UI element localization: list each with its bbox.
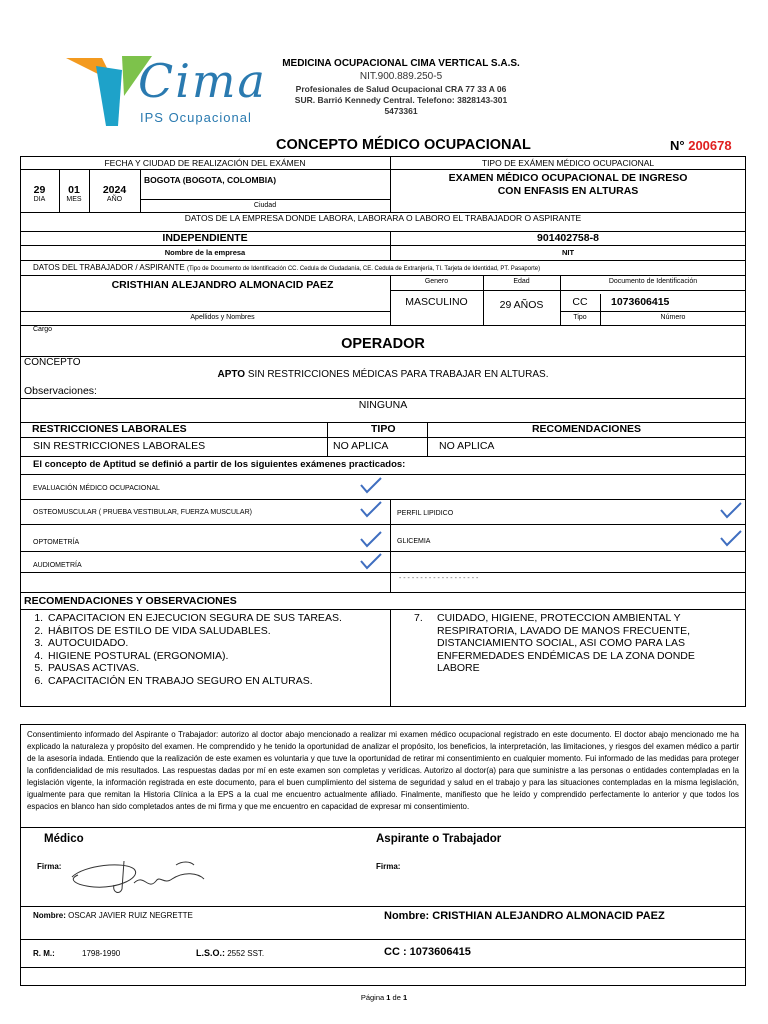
page-current: 1 <box>386 993 391 1002</box>
recommendation-item-7-number: 7. <box>414 612 423 624</box>
recommendation-item: 3. AUTOCUIDADO. <box>46 637 436 650</box>
restrictions-value: SIN RESTRICCIONES LABORALES <box>33 440 206 452</box>
page-label: Página <box>360 993 385 1002</box>
checkmark-icon <box>360 500 382 518</box>
exam-day: 29 <box>33 184 46 196</box>
doc-label: Documento de Identificación <box>608 278 698 285</box>
observations-label: Observaciones: <box>24 385 97 397</box>
recommendation-item: 1. CAPACITACION EN EJECUCION SEGURA DE SUS TAREAS. <box>46 612 436 625</box>
company-line1: Profesionales de Salud Ocupacional CRA 77 33 A 06 <box>295 84 507 94</box>
city-label: Ciudad <box>253 202 277 209</box>
worker-header: DATOS DEL TRABAJADOR / ASPIRANTE <box>33 263 185 272</box>
exam-item: EVALUACIÓN MÉDICO OCUPACIONAL <box>33 485 160 492</box>
company-name: MEDICINA OCUPACIONAL CIMA VERTICAL S.A.S. <box>282 58 520 69</box>
medico-name-label: Nombre: <box>33 911 66 920</box>
worker-doc-number: 1073606415 <box>611 296 670 308</box>
exam-type-line1: EXAMEN MÉDICO OCUPACIONAL DE INGRESO <box>448 172 688 184</box>
tipo-header: TIPO <box>371 423 396 435</box>
exam-year-label: AÑO <box>106 196 123 203</box>
medico-label: Médico <box>44 833 84 845</box>
logo <box>62 52 272 130</box>
concept-description: SIN RESTRICCIONES MÉDICAS PARA TRABAJAR EN ALTURAS. <box>245 369 549 380</box>
exam-item: PERFIL LIPIDICO <box>397 510 454 517</box>
number-label: N° <box>670 138 685 153</box>
medico-name-field <box>33 911 193 920</box>
exam-month-label: MES <box>66 196 82 203</box>
tipo-value: NO APLICA <box>333 440 389 452</box>
page-total: 1 <box>402 993 408 1002</box>
exam-type-header: TIPO DE EXÁMEN MÉDICO OCUPACIONAL <box>481 158 655 168</box>
number-label-field: Número <box>660 314 686 321</box>
logo-subtitle: IPS Ocupacional <box>140 110 252 125</box>
medico-signature-icon <box>64 855 214 897</box>
exam-month: 01 <box>68 184 80 196</box>
medico-firma-label: Firma: <box>37 862 62 871</box>
worker-doc-type: CC <box>572 296 588 308</box>
worker-section-header <box>33 263 540 272</box>
exam-item: AUDIOMETRÍA <box>33 562 82 569</box>
company-line3: 5473361 <box>384 106 418 116</box>
date-header: FECHA Y CIUDAD DE REALIZACIÓN DEL EXÁMEN <box>104 158 306 168</box>
recommendation-item: 6. CAPACITACIÓN EN TRABAJO SEGURO EN ALTURAS. <box>46 675 436 688</box>
concept-label: CONCEPTO <box>24 357 81 368</box>
exam-placeholder: - - - - - - - - - - - - - - - - - - - <box>399 575 479 582</box>
name-label: Apellidos y Nombres <box>190 314 255 321</box>
worker-name: CRISTHIAN ALEJANDRO ALMONACID PAEZ <box>111 279 334 291</box>
cargo-value: OPERADOR <box>341 336 425 352</box>
medico-name: OSCAR JAVIER RUIZ NEGRETTE <box>68 911 193 920</box>
observations-value: NINGUNA <box>358 399 408 411</box>
lso-label: L.S.O.: <box>196 948 225 958</box>
number-value: 200678 <box>688 138 732 153</box>
recommendation-item: 2. HÁBITOS DE ESTILO DE VIDA SALUDABLES. <box>46 625 436 638</box>
company-nit-label: NIT <box>561 248 575 257</box>
exam-city: BOGOTA (BOGOTA, COLOMBIA) <box>144 175 277 185</box>
aspirante-label: Aspirante o Trabajador <box>376 833 502 845</box>
document-number <box>670 138 732 153</box>
exam-type-line2: CON ENFASIS EN ALTURAS <box>497 185 639 197</box>
exam-item: GLICEMIA <box>397 538 431 545</box>
concept-status: APTO <box>217 369 246 380</box>
logo-word: Cima <box>138 54 267 108</box>
worker-age: 29 AÑOS <box>499 299 544 311</box>
age-label: Edad <box>513 278 530 285</box>
page-footer <box>0 993 768 1002</box>
gender-label: Genero <box>424 278 449 285</box>
consent-text: Consentimiento informado del Aspirante o Trabajador: autorizo al doctor abajo mencionado a realizar mi examen médico ocupacional registrado en este documento. El doctor abajo mencionado me ha explicado la naturaleza y propósito del examen. He comprendido y he tenido la oportunidad de analizar el propósito, los beneficios, la interpretación, las limitaciones, y riesgos del examen médico a partir de la asesoría indada. Entiendo que la realización de este examen es voluntaria y que tuve la oportunidad de retirar mi consentimiento en cualquier momento. Fui informado de las medidas para proteger la confidencialidad de mis resultados. Las respuestas dadas por mí en este examen son completas y verídicas. Autorizo al doctor(a) para que suministre a las personas o entidades contempladas en la legislación vigente, la información registrada en este documento, para el buen cumplimiento del sistema de seguridad y salud en el trabajo y para las situaciones contempladas en la misma legislación, igualmente para que remitan la Historia Clínica a la EPS a la cual me encuentro actualmente afiliado. Finalmente, manifiesto que he leído y comprendido perfectamente lo anterior y que todos los espacios en blanco han sido completados antes de mi firma y que me encuentro en capacidad de expresar mi consentimiento. <box>27 730 739 811</box>
company-name-value: INDEPENDIENTE <box>162 232 248 244</box>
aspirante-firma-label: Firma: <box>376 862 401 871</box>
worker-gender: MASCULINO <box>405 296 468 308</box>
rm-value: 1798-1990 <box>82 949 121 958</box>
lso-field <box>196 948 264 958</box>
lso-value: 2552 SST. <box>227 949 265 958</box>
rm-label: R. M.: <box>33 949 55 958</box>
aspirante-cc: CC : 1073606415 <box>384 946 471 958</box>
page-of: de <box>392 993 401 1002</box>
cargo-label: Cargo <box>33 326 53 333</box>
checkmark-icon <box>360 530 382 548</box>
checkmark-icon <box>360 476 382 494</box>
recommendations-section-header: RECOMENDACIONES Y OBSERVACIONES <box>24 595 237 607</box>
restrictions-header: RESTRICCIONES LABORALES <box>32 423 187 435</box>
worker-header-note: (Tipo de Documento de Identificación CC. Cedula de Ciudadanía, CE. Cedula de Extranjería, TI. Tarjeta de Identidad, PT. Pasaporte) <box>186 266 541 272</box>
company-line2: SUR. Barrió Kennedy Central. Telefono: 3828143-301 <box>294 95 508 105</box>
company-name-label: Nombre de la empresa <box>164 248 246 257</box>
company-nit: NIT.900.889.250-5 <box>359 71 443 82</box>
checkmark-icon <box>360 552 382 570</box>
checkmark-icon <box>720 501 742 519</box>
recommendations-value: NO APLICA <box>439 440 495 452</box>
company-nit-value: 901402758-8 <box>537 232 599 244</box>
recommendation-item-7: CUIDADO, HIGIENE, PROTECCION AMBIENTAL Y RESPIRATORIA, LAVADO DE MANOS FRECUENTE, DISTANCIAMIENTO SOCIAL, ASI COMO PARA LAS ENFERMEDADES ENDÉMICAS DE LA ZONA DONDE LABORE <box>437 612 695 674</box>
aspirante-name: Nombre: CRISTHIAN ALEJANDRO ALMONACID PAEZ <box>384 910 665 922</box>
recommendations-header: RECOMENDACIONES <box>531 423 642 435</box>
recommendation-item: 5. PAUSAS ACTIVAS. <box>46 662 436 675</box>
exam-day-label: DIA <box>33 196 46 203</box>
company-header <box>268 58 534 116</box>
exams-header: El concepto de Aptitud se definió a partir de los siguientes exámenes practicados: <box>33 459 406 470</box>
exam-year: 2024 <box>102 184 127 196</box>
company-section-header: DATOS DE LA EMPRESA DONDE LABORA, LABORARA O LABORO EL TRABAJADOR O ASPIRANTE <box>184 213 582 223</box>
recommendation-item: 4. HIGIENE POSTURAL (ERGONOMIA). <box>46 650 436 663</box>
recommendations-list <box>0 612 436 687</box>
document-title: CONCEPTO MÉDICO OCUPACIONAL <box>276 137 531 153</box>
concept-text <box>20 369 746 380</box>
type-label: Tipo <box>573 314 587 321</box>
checkmark-icon <box>720 529 742 547</box>
exam-item: OPTOMETRÍA <box>33 539 80 546</box>
exam-item: OSTEOMUSCULAR ( PRUEBA VESTIBULAR, FUERZA MUSCULAR) <box>33 509 252 516</box>
